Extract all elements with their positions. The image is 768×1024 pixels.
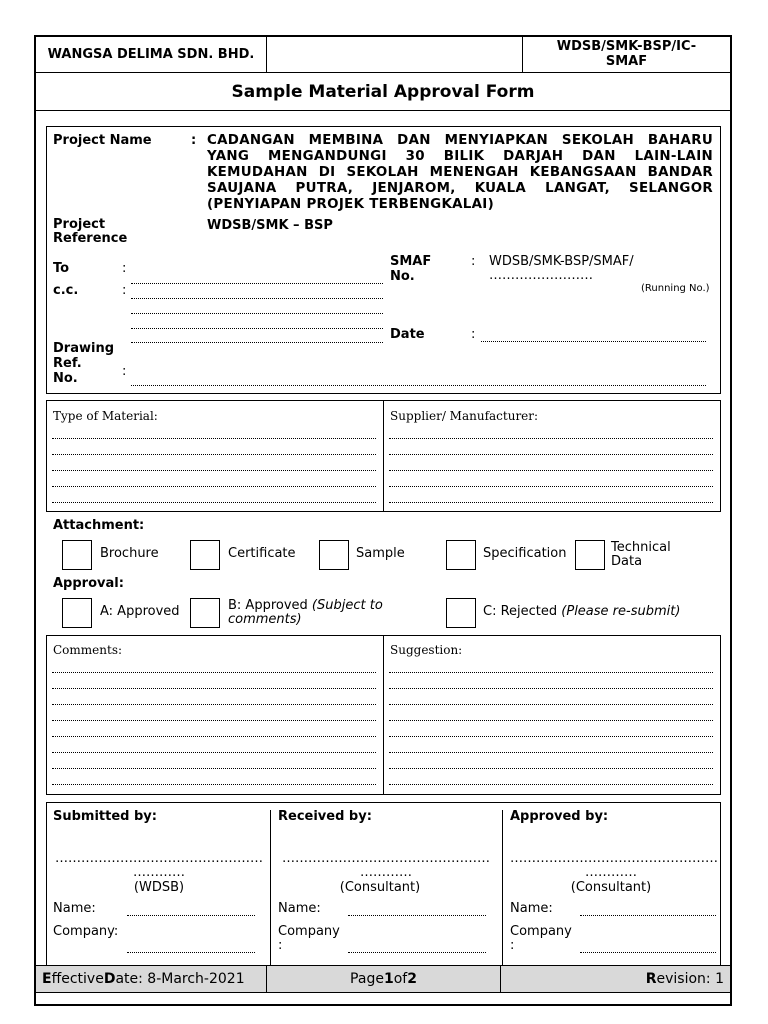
received-company-field[interactable]	[348, 952, 486, 953]
received-name-label: Name:	[278, 901, 321, 916]
approved-a-checkbox[interactable]	[62, 598, 92, 628]
approved-b-note: (Subject to comments)	[228, 598, 383, 627]
cc-field[interactable]	[131, 328, 383, 329]
approved-b-label: B: Approved (Subject to comments)	[228, 598, 383, 627]
submitted-company-field[interactable]	[127, 952, 255, 953]
sample-label: Sample	[356, 546, 405, 561]
drawing-ref-field[interactable]	[131, 385, 706, 386]
smaf-no-label: SMAF No.	[390, 254, 432, 284]
specification-checkbox[interactable]	[446, 540, 476, 570]
approved-role: (Consultant)	[570, 880, 652, 895]
divider	[383, 635, 384, 795]
type-of-material-lines[interactable]	[52, 438, 376, 503]
colon: :	[471, 327, 476, 342]
divider	[270, 810, 271, 966]
approved-company-label: Company	[510, 924, 572, 939]
project-reference-label: Project Reference	[53, 217, 128, 246]
certificate-label: Certificate	[228, 546, 296, 561]
comments-lines[interactable]	[52, 672, 376, 785]
received-company-label: Company	[278, 924, 340, 939]
colon: :	[122, 261, 127, 276]
page-title: Sample Material Approval Form	[231, 82, 535, 102]
submitted-signature-line[interactable]: ………………………………………… …………	[55, 851, 263, 880]
submitted-name-field[interactable]	[127, 915, 255, 916]
divider	[502, 810, 503, 966]
certificate-checkbox[interactable]	[190, 540, 220, 570]
rejected-c-note: (Please re-submit)	[561, 604, 681, 619]
approved-name-field[interactable]	[580, 915, 716, 916]
colon: :	[471, 254, 476, 269]
cc-field[interactable]	[131, 313, 383, 314]
specification-label: Specification	[483, 546, 567, 561]
effective-date: E ffective D ate: 8-March-2021	[42, 971, 245, 987]
divider	[36, 992, 730, 993]
technical-data-label: Technical Data	[611, 540, 671, 569]
colon: :	[122, 364, 127, 379]
brochure-label: Brochure	[100, 546, 159, 561]
document-code: WDSB/SMK-BSP/IC-SMAF	[556, 39, 697, 69]
type-of-material-label: Type of Material:	[53, 409, 158, 423]
cc-label: c.c.	[53, 283, 79, 298]
rejected-c-checkbox[interactable]	[446, 598, 476, 628]
revision: R evision: 1	[645, 971, 724, 987]
sample-checkbox[interactable]	[319, 540, 349, 570]
page-number: Page 1 of 2	[350, 971, 417, 987]
received-signature-line[interactable]: ………………………………………… …………	[282, 851, 490, 880]
smaf-no-value: WDSB/SMK-BSP/SMAF/	[489, 254, 634, 269]
colon: :	[510, 938, 515, 953]
project-name-value: CADANGAN MEMBINA DAN MENYIAPKAN SEKOLAH BAHARU YANG MENGANDUNGI 30 BILIK DARJAH DAN LAIN-LAIN KEMUDAHAN DI SEKOLAH MENENGAH KEBANGSAAN BANDAR SAUJANA PUTRA, JENJAROM, KUALA LANGAT, SELANGOR (PENYIAPAN PROJEK TERBENGKALAI)	[207, 133, 713, 212]
running-no-note: (Running No.)	[641, 283, 710, 294]
received-by-label: Received by:	[278, 809, 372, 824]
divider	[383, 400, 384, 512]
technical-data-checkbox[interactable]	[575, 540, 605, 570]
to-field[interactable]	[131, 283, 383, 284]
comments-label: Comments:	[53, 643, 123, 657]
approved-by-label: Approved by:	[510, 809, 609, 824]
smaf-running-dots[interactable]: ……………………	[489, 268, 593, 283]
submitted-by-label: Submitted by:	[53, 809, 157, 824]
supplier-label: Supplier/ Manufacturer:	[390, 409, 539, 423]
approved-b-checkbox[interactable]	[190, 598, 220, 628]
received-name-field[interactable]	[348, 915, 486, 916]
approved-a-label: A: Approved	[100, 604, 180, 619]
colon: :	[191, 133, 197, 148]
project-reference-value: WDSB/SMK – BSP	[207, 218, 333, 233]
company-name: WANGSA DELIMA SDN. BHD.	[47, 46, 255, 62]
submitted-role: (WDSB)	[133, 880, 185, 895]
brochure-checkbox[interactable]	[62, 540, 92, 570]
to-label: To	[53, 261, 70, 276]
divider	[36, 110, 730, 111]
project-name-label: Project Name	[53, 133, 152, 148]
approval-heading: Approval:	[53, 576, 124, 591]
date-field[interactable]	[481, 341, 706, 342]
header-blank-cell	[267, 35, 522, 73]
approved-company-field[interactable]	[580, 952, 716, 953]
suggestion-label: Suggestion:	[390, 643, 463, 657]
submitted-name-label: Name:	[53, 901, 96, 916]
cc-field[interactable]	[131, 298, 383, 299]
attachment-heading: Attachment:	[53, 518, 145, 533]
colon: :	[278, 938, 283, 953]
drawing-ref-label: Drawing Ref. No.	[53, 341, 115, 386]
rejected-c-label: C: Rejected (Please re-submit)	[483, 604, 681, 619]
suggestion-lines[interactable]	[389, 672, 713, 785]
submitted-company-label: Company:	[53, 924, 119, 939]
approved-name-label: Name:	[510, 901, 553, 916]
date-label: Date	[390, 327, 425, 342]
supplier-lines[interactable]	[389, 438, 713, 503]
colon: :	[122, 283, 127, 298]
cc-field[interactable]	[131, 342, 383, 343]
approved-signature-line[interactable]: ………………………………………… …………	[510, 851, 718, 880]
received-role: (Consultant)	[339, 880, 421, 895]
